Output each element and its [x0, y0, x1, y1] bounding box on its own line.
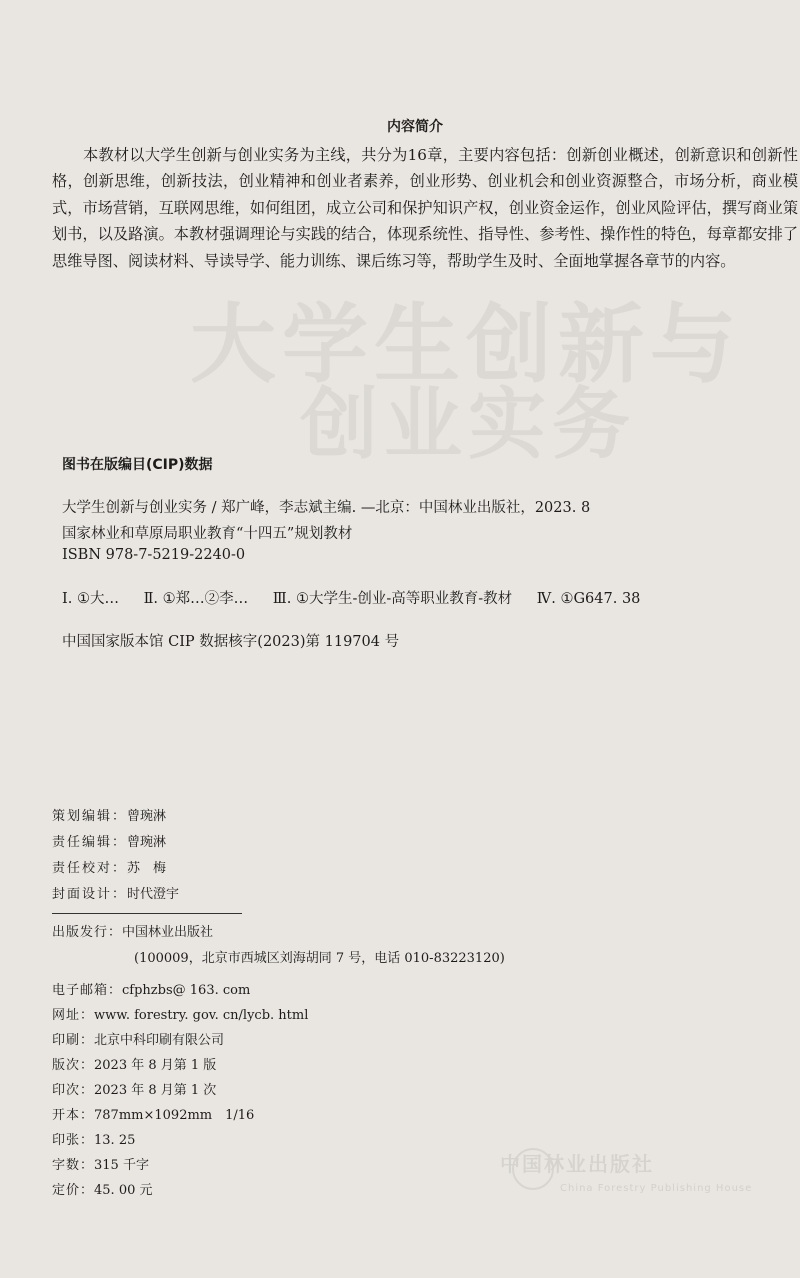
- pub-row-wordcount: [52, 1154, 149, 1173]
- cover-showthrough-title-line1: 大学生创新与: [190, 295, 742, 395]
- pub-value: 45. 00 元: [94, 1183, 153, 1198]
- editor-label: 责任编辑：: [52, 835, 128, 850]
- summary-body: 本教材以大学生创新与创业实务为主线，共分为16章，主要内容包括：创新创业概述，创新意识和创新性格，创新思维，创新技法，创业精神和创业者素养，创业形势、创业机会和创业资源整合，市场分析，商业模式，市场营销，互联网思维，如何组团，成立公司和保护知识产权，创业资金运作，创业风险评估，撰写商业策划书，以及路演。本教材强调理论与实践的结合，体现系统性、指导性、参考性、操作性的特色，每章都安排了思维导图、阅读材料、导读导学、能力训练、课后练习等，帮助学生及时、全面地掌握各章节的内容。: [52, 146, 798, 270]
- pub-row-impression: [52, 1079, 216, 1098]
- editor-value: 曾琬淋: [127, 835, 167, 850]
- editor-label: 策划编辑：: [52, 809, 128, 824]
- cip-record-number: 中国国家版本馆 CIP 数据核字(2023)第 119704 号: [62, 634, 400, 650]
- pub-row-printer: [52, 1029, 224, 1048]
- pub-label: 版次：: [52, 1058, 95, 1073]
- cip-class-4: Ⅳ. ①G647. 38: [536, 591, 641, 607]
- pub-value: 315 千字: [94, 1158, 149, 1173]
- editor-row-responsible: [52, 831, 166, 850]
- cip-class-2: Ⅱ. ①郑…②李…: [143, 591, 249, 607]
- cover-showthrough-publisher-en: China Forestry Publishing House: [560, 1183, 753, 1194]
- pub-label: 定价：: [52, 1183, 95, 1198]
- pub-row-price: [52, 1179, 153, 1198]
- pub-row-email: [52, 979, 250, 998]
- pub-label: 字数：: [52, 1158, 95, 1173]
- editor-label: 责任校对：: [52, 861, 128, 876]
- pub-row-edition: [52, 1054, 216, 1073]
- pub-label: 出版发行：: [52, 925, 123, 940]
- editor-row-proofreader: [52, 857, 166, 876]
- pub-label: 印张：: [52, 1133, 95, 1148]
- pub-value: 中国林业出版社: [122, 925, 214, 940]
- pub-label: 印次：: [52, 1083, 95, 1098]
- pub-value: 787mm×1092mm 1/16: [94, 1108, 255, 1123]
- cip-class-3: Ⅲ. ①大学生-创业-高等职业教育-教材: [272, 591, 513, 607]
- editor-value: 时代澄宇: [127, 887, 180, 902]
- editor-value: 曾琬淋: [127, 809, 167, 824]
- editor-row-cover-design: [52, 883, 179, 902]
- pub-row-publisher: [52, 921, 213, 940]
- pub-label: 开本：: [52, 1108, 95, 1123]
- pub-value: 2023 年 8 月第 1 版: [94, 1058, 217, 1073]
- cover-showthrough-title-line2: 创业实务: [300, 380, 637, 470]
- pub-value: www. forestry. gov. cn/lycb. html: [94, 1008, 309, 1023]
- cip-classification: [62, 587, 660, 608]
- pub-address: (100009，北京市西城区刘海胡同 7 号，电话 010-83223120): [134, 951, 505, 966]
- pub-row-format: [52, 1104, 254, 1123]
- pub-row-website: [52, 1004, 308, 1023]
- editor-label: 封面设计：: [52, 887, 128, 902]
- cip-isbn: ISBN 978-7-5219-2240-0: [62, 547, 246, 563]
- cip-class-1: Ⅰ. ①大…: [62, 591, 119, 607]
- pub-value: 2023 年 8 月第 1 次: [94, 1083, 217, 1098]
- pub-label: 网址：: [52, 1008, 95, 1023]
- divider-rule: [52, 913, 242, 914]
- pub-value: 13. 25: [94, 1133, 136, 1148]
- pub-row-sheets: [52, 1129, 135, 1148]
- pub-label: 电子邮箱：: [52, 983, 123, 998]
- cip-bibliographic-line: 大学生创新与创业实务 / 郑广峰，李志斌主编. —北京：中国林业出版社，2023. 8: [62, 500, 591, 516]
- cip-series-line: 国家林业和草原局职业教育“十四五”规划教材: [62, 526, 353, 542]
- pub-label: 印刷：: [52, 1033, 95, 1048]
- summary-title: 内容简介: [387, 119, 443, 135]
- cover-showthrough-publisher-cn: 中国林业出版社: [500, 1152, 654, 1176]
- pub-value: 北京中科印刷有限公司: [94, 1033, 225, 1048]
- editor-value: 苏 梅: [127, 861, 167, 876]
- editor-row-planning: [52, 805, 166, 824]
- cip-title: 图书在版编目(CIP)数据: [62, 457, 213, 473]
- pub-value: cfphzbs@ 163. com: [122, 983, 251, 998]
